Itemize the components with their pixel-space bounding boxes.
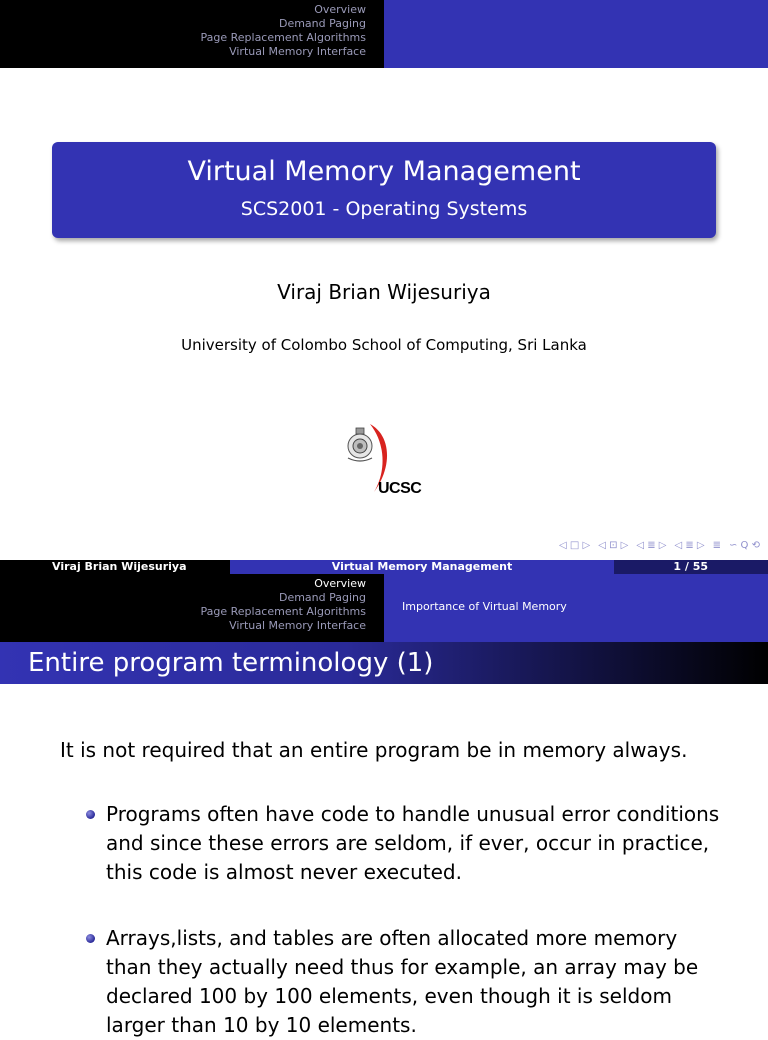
frame-nav-icon[interactable]: ◁ □ ▷ (559, 540, 591, 551)
nav-item-vm-interface[interactable]: Virtual Memory Interface (229, 619, 366, 632)
bullet-icon (86, 934, 95, 943)
subsection-nav-item[interactable]: Importance of Virtual Memory (402, 600, 567, 613)
nav-item-overview[interactable]: Overview (314, 577, 366, 590)
frame-title: Entire program terminology (1) (0, 642, 768, 684)
title-block (52, 142, 716, 238)
nav-item-page-replacement[interactable]: Page Replacement Algorithms (200, 605, 366, 618)
header-subsection-panel (384, 574, 768, 642)
logo-text: UCSC (378, 480, 422, 497)
section-nav-list (200, 3, 366, 59)
bullet-text: Arrays,lists, and tables are often allocated more memory than they actually need thus for example, an array may be declared 100 by 100 elements, even though it is seldom larger than 10 by 10 elements. (106, 926, 699, 1037)
header-nav-panel (0, 0, 384, 68)
nav-item-demand-paging[interactable]: Demand Paging (278, 17, 366, 30)
presentation-subtitle: SCS2001 - Operating Systems (240, 198, 528, 220)
document-nav-icon[interactable]: ◁ ≣ ▷ (674, 540, 705, 551)
subsection-nav-icon[interactable]: ◁ ⊡ ▷ (598, 540, 629, 551)
toc-icon[interactable]: ≣ (712, 540, 721, 551)
section-nav-list (200, 577, 366, 633)
search-back-icon[interactable]: ∽ Q ⟲ (729, 540, 760, 551)
author-name: Viraj Brian Wijesuriya (277, 280, 491, 304)
footline-page-number: 1 / 55 (614, 560, 768, 574)
beamer-nav-symbols (559, 539, 760, 553)
list-item (86, 800, 726, 887)
bullet-text: Programs often have code to handle unusual error conditions and since these errors are seldom, if ever, occur in practice, this code is almost never executed. (106, 802, 720, 884)
presentation-title: Virtual Memory Management (187, 156, 581, 187)
ucsc-logo (340, 418, 430, 504)
bullet-icon (86, 810, 95, 819)
intro-text: It is not required that an entire program be in memory always. (60, 738, 688, 762)
nav-item-overview[interactable]: Overview (314, 3, 366, 16)
nav-item-vm-interface[interactable]: Virtual Memory Interface (229, 45, 366, 58)
section-nav-icon[interactable]: ◁ ≣ ▷ (636, 540, 667, 551)
header-subsection-panel (384, 0, 768, 68)
footline (0, 560, 768, 574)
nav-item-page-replacement[interactable]: Page Replacement Algorithms (200, 31, 366, 44)
content-slide (0, 560, 768, 1037)
list-item (86, 924, 726, 1040)
footline-title: Virtual Memory Management (230, 560, 614, 574)
institute-name: University of Colombo School of Computing, Sri Lanka (181, 336, 587, 354)
footline-author: Viraj Brian Wijesuriya (0, 560, 230, 574)
header-nav-panel (0, 574, 384, 642)
nav-item-demand-paging[interactable]: Demand Paging (278, 591, 366, 604)
